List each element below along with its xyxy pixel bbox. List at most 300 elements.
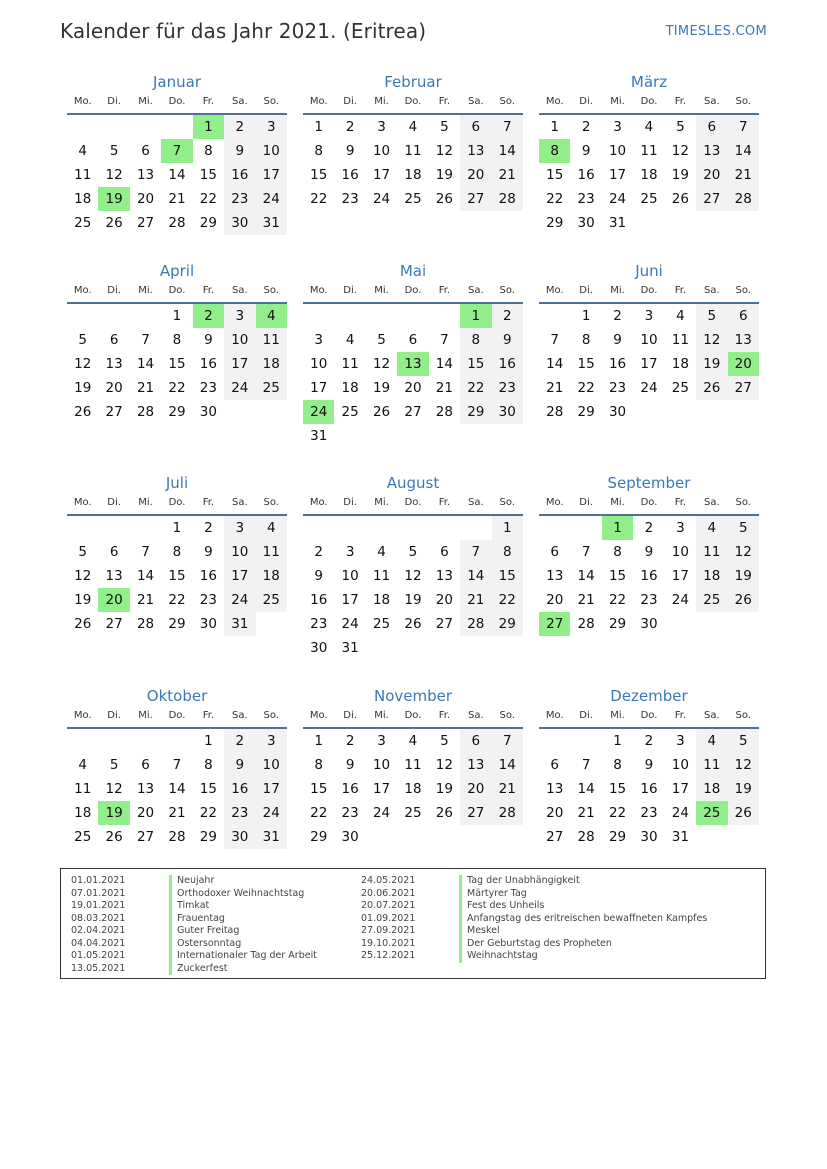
holiday-date: 13.05.2021 — [71, 962, 126, 974]
day-cell: 16 — [608, 356, 627, 372]
day-cell: 28 — [435, 404, 453, 420]
day-cell: 11 — [671, 332, 689, 348]
month-name: Oktober — [146, 687, 208, 705]
day-cell: 3 — [613, 119, 622, 135]
holiday-name: Anfangstag des eritreischen bewaffneten Kampfes — [459, 913, 707, 926]
week-row — [303, 163, 523, 187]
day-cell: 6 — [460, 115, 491, 139]
day-cell: 31 — [256, 211, 287, 235]
day-cell: 31 — [224, 612, 255, 636]
day-cell: 24 — [372, 805, 391, 821]
weekday-label: Mo. — [309, 96, 328, 107]
month-6 — [67, 474, 287, 636]
week-row — [539, 540, 759, 564]
day-cell: 14 — [136, 568, 155, 584]
day-cell: 29 — [168, 404, 186, 420]
weekday-label: So. — [499, 497, 515, 508]
weekday-label: Fr. — [202, 710, 215, 721]
day-cell: 6 — [109, 544, 119, 560]
day-cell: 28 — [577, 829, 595, 845]
week-row — [539, 753, 759, 777]
day-cell: 24 — [341, 616, 359, 632]
day-cell: 2 — [644, 520, 654, 536]
empty-cell — [98, 729, 129, 753]
weekday-label: Do. — [168, 285, 186, 296]
day-cell: 12 — [728, 753, 759, 777]
day-cell: 2 — [314, 544, 323, 560]
empty-cell — [397, 424, 428, 448]
day-cell: 11 — [404, 143, 422, 159]
day-cell: 16 — [640, 781, 658, 797]
day-cell: 9 — [492, 328, 523, 352]
empty-cell — [633, 400, 664, 424]
day-cell: 14 — [577, 568, 595, 584]
day-cell: 30 — [341, 829, 359, 845]
day-cell: 7 — [460, 540, 491, 564]
day-cell: 21 — [168, 805, 186, 821]
day-cell: 6 — [109, 332, 119, 348]
holiday-entry — [361, 938, 707, 951]
day-cell: 12 — [372, 356, 391, 372]
weekday-label: So. — [735, 96, 751, 107]
day-cell: 24 — [224, 376, 255, 400]
day-cell: 16 — [341, 167, 359, 183]
day-cell: 30 — [199, 616, 217, 632]
month-name: Mai — [399, 262, 427, 280]
day-cell: 26 — [728, 588, 759, 612]
day-cell: 30 — [224, 825, 255, 849]
day-cell: 12 — [435, 143, 453, 159]
week-row — [539, 211, 759, 235]
empty-cell — [570, 729, 601, 753]
day-cell: 3 — [256, 115, 287, 139]
day-cell: 16 — [224, 163, 255, 187]
empty-cell — [633, 211, 664, 235]
empty-cell — [161, 115, 192, 139]
weekday-label: Di. — [343, 285, 357, 296]
empty-cell — [303, 304, 334, 328]
day-cell: 14 — [728, 139, 759, 163]
day-cell: 2 — [345, 733, 355, 749]
day-cell: 14 — [492, 139, 523, 163]
day-cell: 6 — [141, 143, 150, 159]
day-cell: 16 — [199, 356, 217, 372]
day-cell: 29 — [310, 829, 328, 845]
month-name: Dezember — [610, 687, 688, 705]
empty-cell — [728, 400, 759, 424]
day-cell: 23 — [224, 801, 255, 825]
day-cell: 13 — [728, 328, 759, 352]
day-cell: 13 — [435, 568, 453, 584]
day-cell: 31 — [341, 640, 359, 656]
weekday-label: Do. — [640, 285, 658, 296]
weekday-header — [539, 709, 759, 729]
day-cell: 14 — [460, 564, 491, 588]
day-cell: 17 — [310, 380, 328, 396]
day-cell: 29 — [492, 612, 523, 636]
week-row — [67, 211, 287, 235]
empty-cell — [366, 304, 397, 328]
weekday-label: Mo. — [73, 710, 92, 721]
day-cell: 6 — [728, 304, 759, 328]
day-cell: 14 — [168, 781, 186, 797]
day-cell: 24 — [256, 187, 287, 211]
week-row — [303, 729, 523, 753]
day-cell: 4 — [676, 308, 685, 324]
holiday-day-cell: 25 — [696, 801, 727, 825]
weekday-header — [539, 284, 759, 304]
day-cell: 15 — [492, 564, 523, 588]
day-cell: 4 — [408, 119, 418, 135]
empty-cell — [728, 825, 759, 849]
day-cell: 10 — [671, 757, 689, 773]
day-cell: 23 — [640, 592, 658, 608]
day-cell: 17 — [372, 781, 391, 797]
day-cell: 9 — [644, 757, 654, 773]
week-row — [539, 588, 759, 612]
holiday-day-cell: 27 — [539, 612, 570, 636]
day-cell: 19 — [728, 777, 759, 801]
day-cell: 14 — [168, 167, 186, 183]
week-row — [303, 636, 523, 660]
empty-cell — [460, 516, 491, 540]
weekday-label: Do. — [404, 710, 422, 721]
day-cell: 7 — [550, 332, 559, 348]
holiday-name: Zuckerfest — [169, 963, 228, 976]
week-row — [539, 777, 759, 801]
day-cell: 19 — [74, 380, 92, 396]
weekday-label: Do. — [168, 497, 186, 508]
day-cell: 7 — [728, 115, 759, 139]
day-cell: 25 — [341, 404, 359, 420]
empty-cell — [492, 636, 523, 660]
weekday-label: Di. — [107, 285, 121, 296]
holiday-name: Ostersonntag — [169, 938, 241, 951]
day-cell: 20 — [546, 592, 564, 608]
day-cell: 3 — [676, 520, 685, 536]
holiday-date: 07.01.2021 — [71, 887, 126, 899]
weekday-header — [303, 496, 523, 516]
day-cell: 20 — [404, 380, 422, 396]
day-cell: 24 — [640, 380, 658, 396]
day-cell: 23 — [224, 187, 255, 211]
day-cell: 19 — [435, 781, 453, 797]
day-cell: 27 — [404, 404, 422, 420]
week-row — [539, 400, 759, 424]
week-row — [539, 729, 759, 753]
week-row — [303, 753, 523, 777]
day-cell: 1 — [314, 119, 323, 135]
day-cell: 12 — [435, 757, 453, 773]
empty-cell — [130, 115, 161, 139]
day-cell: 22 — [168, 592, 186, 608]
weekday-label: Do. — [168, 96, 186, 107]
weekday-label: Mo. — [309, 710, 328, 721]
weekday-label: Fr. — [438, 285, 451, 296]
day-cell: 1 — [204, 733, 213, 749]
day-cell: 8 — [204, 757, 213, 773]
week-row — [303, 139, 523, 163]
day-cell: 4 — [696, 729, 727, 753]
month-2 — [539, 73, 759, 235]
day-cell: 17 — [224, 352, 255, 376]
holiday-date: 01.01.2021 — [71, 875, 126, 886]
day-cell: 24 — [671, 805, 689, 821]
day-cell: 9 — [224, 753, 255, 777]
day-cell: 26 — [372, 404, 391, 420]
empty-cell — [728, 612, 759, 636]
day-cell: 4 — [408, 733, 418, 749]
day-cell: 21 — [577, 592, 595, 608]
day-cell: 8 — [613, 757, 622, 773]
week-row — [539, 352, 759, 376]
holiday-entry — [361, 950, 707, 963]
empty-cell — [366, 825, 397, 849]
day-cell: 2 — [644, 733, 654, 749]
weekday-label: Mo. — [545, 285, 564, 296]
day-cell: 15 — [310, 167, 328, 183]
day-cell: 16 — [492, 352, 523, 376]
empty-cell — [130, 516, 161, 540]
month-name: Februar — [384, 73, 442, 91]
week-row — [303, 352, 523, 376]
day-cell: 17 — [640, 356, 658, 372]
day-cell: 24 — [671, 592, 689, 608]
day-cell: 23 — [199, 380, 217, 396]
week-row — [67, 516, 287, 540]
day-cell: 15 — [577, 356, 595, 372]
day-cell: 7 — [581, 757, 591, 773]
holiday-name: Tag der Unabhängigkeit — [459, 875, 580, 888]
day-cell: 1 — [172, 520, 182, 536]
day-cell: 28 — [577, 616, 595, 632]
day-cell: 18 — [372, 592, 391, 608]
day-cell: 21 — [136, 380, 155, 396]
day-cell: 7 — [172, 757, 182, 773]
holiday-date: 19.10.2021 — [361, 937, 416, 949]
week-row — [67, 588, 287, 612]
holiday-entry — [71, 925, 317, 938]
day-cell: 5 — [676, 119, 685, 135]
day-cell: 13 — [460, 139, 491, 163]
day-cell: 20 — [136, 191, 155, 207]
empty-cell — [366, 424, 397, 448]
day-cell: 11 — [74, 167, 92, 183]
holiday-entry — [71, 963, 317, 976]
day-cell: 13 — [136, 167, 155, 183]
weekday-label: Di. — [107, 96, 121, 107]
day-cell: 26 — [404, 616, 422, 632]
day-cell: 16 — [224, 777, 255, 801]
empty-cell — [303, 516, 334, 540]
site-link[interactable]: TIMESLES.COM — [665, 24, 767, 39]
week-row — [67, 540, 287, 564]
week-row — [67, 376, 287, 400]
day-cell: 10 — [608, 143, 627, 159]
week-row — [539, 304, 759, 328]
week-row — [67, 139, 287, 163]
day-cell: 30 — [608, 404, 627, 420]
holiday-day-cell: 24 — [303, 400, 334, 424]
day-cell: 11 — [372, 568, 391, 584]
holiday-entry — [71, 938, 317, 951]
weekday-label: Di. — [107, 710, 121, 721]
holiday-entry — [361, 875, 707, 888]
empty-cell — [429, 424, 460, 448]
weekday-label: So. — [735, 285, 751, 296]
weekday-label: Sa. — [703, 710, 720, 721]
holiday-day-cell: 7 — [161, 139, 192, 163]
weekday-label: Mi. — [610, 96, 625, 107]
month-0 — [67, 73, 287, 235]
week-row — [67, 328, 287, 352]
holiday-name: Der Geburtstag des Propheten — [459, 938, 612, 951]
day-cell: 12 — [696, 328, 727, 352]
day-cell: 6 — [440, 544, 449, 560]
holiday-day-cell: 1 — [193, 115, 224, 139]
day-cell: 5 — [109, 757, 119, 773]
day-cell: 18 — [74, 191, 92, 207]
weekday-label: Di. — [343, 710, 357, 721]
day-cell: 20 — [136, 805, 155, 821]
empty-cell — [539, 516, 570, 540]
holiday-name: Guter Freitag — [169, 925, 239, 938]
day-cell: 23 — [199, 592, 217, 608]
day-cell: 11 — [640, 143, 658, 159]
holiday-name: Frauentag — [169, 913, 225, 926]
day-cell: 22 — [608, 805, 627, 821]
week-row — [67, 187, 287, 211]
week-row — [539, 516, 759, 540]
holiday-entry — [361, 900, 707, 913]
day-cell: 29 — [199, 215, 217, 231]
day-cell: 18 — [404, 167, 422, 183]
day-cell: 5 — [408, 544, 418, 560]
weekday-label: Fr. — [674, 710, 687, 721]
day-cell: 9 — [644, 544, 654, 560]
empty-cell — [460, 825, 491, 849]
weekday-label: Do. — [640, 710, 658, 721]
empty-cell — [67, 729, 98, 753]
holiday-day-cell: 20 — [728, 352, 759, 376]
holiday-column-1 — [71, 875, 317, 975]
month-name: März — [630, 73, 668, 91]
day-cell: 12 — [728, 540, 759, 564]
day-cell: 22 — [199, 191, 217, 207]
weekday-header — [303, 709, 523, 729]
day-cell: 7 — [492, 115, 523, 139]
day-cell: 8 — [492, 540, 523, 564]
holiday-name: Märtyrer Tag — [459, 888, 527, 901]
week-row — [303, 777, 523, 801]
day-cell: 18 — [696, 564, 727, 588]
day-cell: 10 — [372, 143, 391, 159]
week-row — [539, 115, 759, 139]
week-row — [539, 801, 759, 825]
week-row — [303, 516, 523, 540]
weekday-label: Sa. — [467, 497, 484, 508]
weekday-label: Sa. — [231, 96, 248, 107]
weekday-label: Mo. — [309, 285, 328, 296]
holiday-legend — [60, 868, 766, 979]
day-cell: 27 — [460, 801, 491, 825]
month-name: November — [373, 687, 453, 705]
day-cell: 8 — [204, 143, 213, 159]
day-cell: 28 — [492, 801, 523, 825]
day-cell: 19 — [372, 380, 391, 396]
weekday-header — [539, 95, 759, 115]
holiday-day-cell: 13 — [397, 352, 428, 376]
day-cell: 27 — [136, 215, 155, 231]
empty-cell — [492, 424, 523, 448]
day-cell: 18 — [671, 356, 689, 372]
empty-cell — [665, 612, 696, 636]
page-title: Kalender für das Jahr 2021. (Eritrea) — [60, 19, 427, 43]
day-cell: 22 — [310, 191, 328, 207]
weekday-header — [67, 496, 287, 516]
empty-cell — [224, 400, 255, 424]
day-cell: 27 — [728, 376, 759, 400]
weekday-label: So. — [499, 285, 515, 296]
empty-cell — [696, 400, 727, 424]
day-cell: 10 — [256, 753, 287, 777]
day-cell: 20 — [546, 805, 564, 821]
empty-cell — [67, 304, 98, 328]
empty-cell — [98, 115, 129, 139]
week-row — [67, 115, 287, 139]
day-cell: 23 — [608, 380, 627, 396]
weekday-label: Fr. — [438, 497, 451, 508]
day-cell: 8 — [613, 544, 622, 560]
day-cell: 5 — [377, 332, 386, 348]
day-cell: 18 — [74, 805, 92, 821]
day-cell: 15 — [546, 167, 564, 183]
day-cell: 7 — [492, 729, 523, 753]
day-cell: 5 — [78, 332, 87, 348]
day-cell: 14 — [435, 356, 453, 372]
day-cell: 3 — [224, 516, 255, 540]
holiday-name: Orthodoxer Weihnachtstag — [169, 888, 304, 901]
day-cell: 10 — [310, 356, 328, 372]
day-cell: 3 — [256, 729, 287, 753]
holiday-name: Meskel — [459, 925, 500, 938]
holiday-day-cell: 2 — [193, 304, 224, 328]
day-cell: 21 — [136, 592, 155, 608]
day-cell: 26 — [105, 215, 123, 231]
day-cell: 10 — [372, 757, 391, 773]
day-cell: 15 — [199, 781, 217, 797]
week-row — [303, 376, 523, 400]
day-cell: 5 — [109, 143, 119, 159]
day-cell: 7 — [440, 332, 449, 348]
day-cell: 22 — [310, 805, 328, 821]
month-5 — [539, 262, 759, 424]
weekday-label: So. — [263, 96, 279, 107]
empty-cell — [570, 516, 601, 540]
day-cell: 9 — [204, 332, 213, 348]
day-cell: 5 — [696, 304, 727, 328]
day-cell: 5 — [728, 516, 759, 540]
holiday-day-cell: 19 — [98, 801, 129, 825]
weekday-label: Di. — [107, 497, 121, 508]
holiday-name: Timkat — [169, 900, 209, 913]
day-cell: 26 — [671, 191, 689, 207]
day-cell: 5 — [78, 544, 87, 560]
day-cell: 22 — [492, 588, 523, 612]
day-cell: 29 — [546, 215, 564, 231]
day-cell: 25 — [404, 191, 422, 207]
day-cell: 27 — [696, 187, 727, 211]
